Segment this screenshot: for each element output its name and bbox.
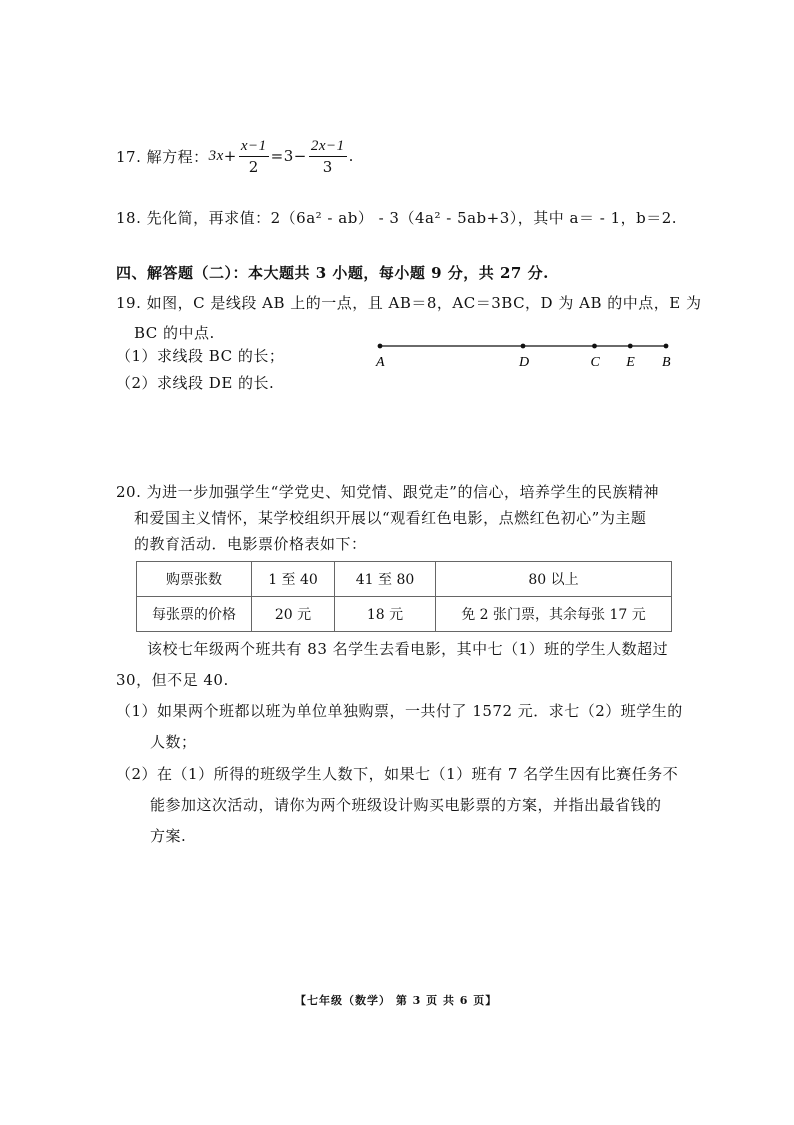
segment-diagram [370, 336, 682, 372]
q20-sub1-a: （1）如果两个班都以班为单位单独购票，一共付了 1572 元．求七（2）班学生的 [116, 702, 683, 720]
point-label-a: A [376, 355, 385, 370]
section-heading: 四、解答题（二）：本大题共 3 小题，每小题 9 分，共 27 分. [116, 264, 549, 282]
point-label-b: B [662, 355, 671, 370]
q20-sub2-a: （2）在（1）所得的班级学生人数下，如果七（1）班有 7 名学生因有比赛任务不 [116, 765, 679, 783]
table-cell: 免 2 张门票，其余每张 17 元 [436, 597, 672, 632]
table-row [137, 562, 672, 597]
q19-line-1: 19. 如图，C 是线段 AB 上的一点，且 AB＝8，AC＝3BC，D 为 AB 的中点，E 为 [116, 294, 702, 312]
point-b [664, 344, 669, 349]
q20-para-2: 30，但不足 40. [116, 671, 229, 689]
price-table [136, 561, 672, 632]
q20-sub2-c: 方案. [150, 827, 187, 845]
point-label-c: C [590, 355, 600, 370]
q17-equals: =3− [270, 147, 307, 165]
q19-part-1: （1）求线段 BC 的长； [116, 347, 285, 365]
table-cell: 购票张数 [137, 562, 252, 597]
q19-part-2: （2）求线段 DE 的长. [116, 374, 275, 392]
q17-term: 3x [208, 147, 224, 164]
point-label-e: E [626, 355, 635, 370]
q19-line-2: BC 的中点. [134, 324, 215, 342]
q18 [116, 207, 677, 228]
point-a [378, 344, 383, 349]
q17-frac2-denominator: 3 [322, 157, 333, 176]
table-cell: 80 以上 [436, 562, 672, 597]
table-cell: 20 元 [252, 597, 335, 632]
q17-fraction-1 [239, 136, 269, 177]
q20-line-3: 的教育活动．电影票价格表如下： [134, 535, 367, 553]
q20-line-2: 和爱国主义情怀，某学校组织开展以“观看红色电影，点燃红色初心”为主题 [134, 509, 647, 527]
table-cell: 41 至 80 [335, 562, 436, 597]
q20-sub1-b: 人数； [150, 733, 197, 751]
q18-expression: 2（6a² - ab） - 3（4a² - 5ab+3），其中 a＝ - 1，b＝2. [270, 209, 678, 227]
point-label-d: D [519, 355, 530, 370]
point-e [628, 344, 633, 349]
q20-line-1: 20. 为进一步加强学生“学党史、知党情、跟党走”的信心，培养学生的民族精神 [116, 483, 659, 501]
q18-label: 18. 先化简，再求值： [116, 209, 271, 227]
q17-fraction-2 [309, 136, 347, 177]
q20-sub2-b: 能参加这次活动，请你为两个班级设计购买电影票的方案，并指出最省钱的 [150, 796, 662, 814]
q17-frac1-numerator: x−1 [239, 136, 269, 157]
table-row [137, 597, 672, 632]
q17-label: 17. 解方程： [116, 147, 209, 166]
q17-plus: + [223, 147, 237, 165]
q17-end: . [348, 147, 354, 165]
q17-frac2-numerator: 2x−1 [309, 136, 347, 157]
q17 [116, 136, 354, 176]
point-d [521, 344, 526, 349]
point-c [592, 344, 597, 349]
table-cell: 每张票的价格 [137, 597, 252, 632]
page-footer: 【七年级（数学） 第 3 页 共 6 页】 [295, 994, 498, 1007]
table-cell: 1 至 40 [252, 562, 335, 597]
q20-para-1: 该校七年级两个班共有 83 名学生去看电影，其中七（1）班的学生人数超过 [147, 640, 669, 658]
q17-frac1-denominator: 2 [248, 157, 259, 176]
table-cell: 18 元 [335, 597, 436, 632]
